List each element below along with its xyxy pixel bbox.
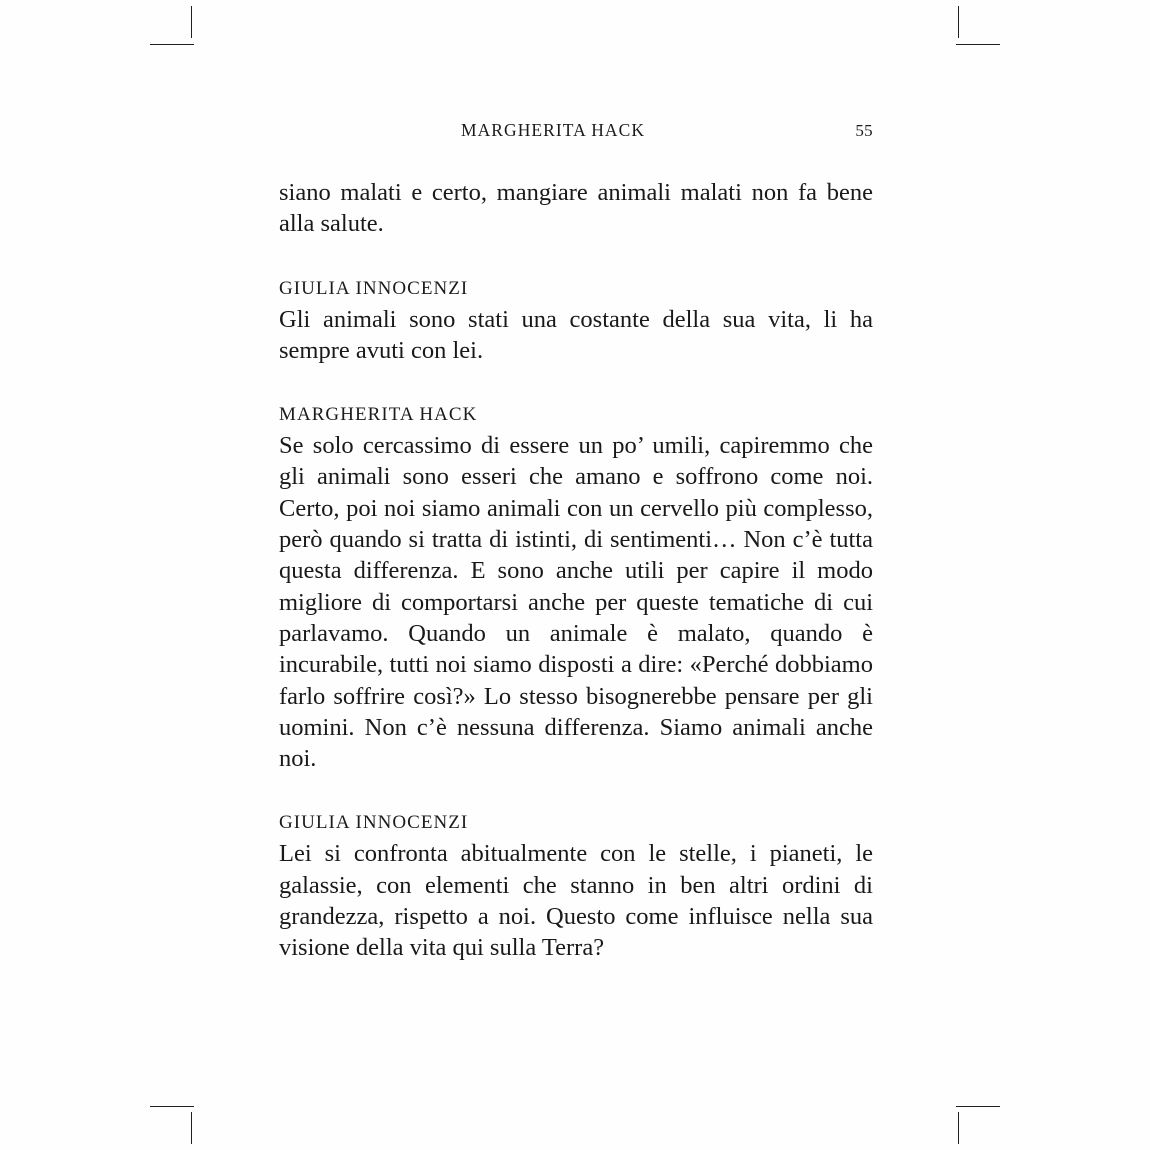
page-number: 55: [855, 121, 873, 140]
speaker-label: GIULIA INNOCENZI: [279, 277, 469, 299]
crop-mark-bottom-left-vertical: [191, 1112, 192, 1144]
paragraph-text: Gli animali sono stati una costante della sua vita, li ha sempre avuti con lei.: [279, 305, 873, 364]
paragraph-text: siano malati e certo, mangiare animali malati non fa bene alla salute.: [279, 179, 873, 238]
crop-mark-bottom-right-horizontal: [956, 1106, 1000, 1107]
running-head-title: MARGHERITA HACK: [461, 120, 646, 140]
speaker-label: GIULIA INNOCENZI: [279, 812, 469, 834]
crop-mark-bottom-right-vertical: [958, 1112, 959, 1144]
crop-mark-top-right-vertical: [958, 6, 959, 38]
speech-block: [279, 402, 873, 774]
paragraph-text: Se solo cercassimo di essere un po’ umili, capiremmo che gli animali sono esseri che amano e soffrono come noi. Certo, poi noi siamo animali con un cervello più complesso, però quando si tratta di istinti, di sentimenti… Non c’è tutta questa differenza. E sono anche utili per capire il modo migliore di comportarsi anche per queste tematiche di cui parlavamo. Quando un animale è malato, quando è incurabile, tutti noi siamo disposti a dire: «Perché dobbiamo farlo soffrire così?» Lo stesso bisognerebbe pensare per gli uomini. Non c’è nessuna differenza. Siamo animali anche noi.: [279, 432, 873, 773]
crop-mark-top-left-vertical: [191, 6, 192, 38]
speech-block: [279, 276, 873, 367]
crop-mark-top-left-horizontal: [150, 44, 194, 45]
paragraph-block: [279, 177, 873, 240]
speaker-label: MARGHERITA HACK: [279, 404, 478, 426]
crop-mark-top-right-horizontal: [956, 44, 1000, 45]
paragraph-text: Lei si confronta abitualmente con le stelle, i pianeti, le galassie, con elementi che stanno in ben altri ordini di grandezza, rispetto a noi. Questo come influisce nella sua visione della vita qui sulla Terra?: [279, 840, 873, 962]
speech-block: [279, 810, 873, 963]
running-head: [279, 120, 873, 141]
crop-mark-bottom-left-horizontal: [150, 1106, 194, 1107]
text-column: [279, 120, 873, 964]
